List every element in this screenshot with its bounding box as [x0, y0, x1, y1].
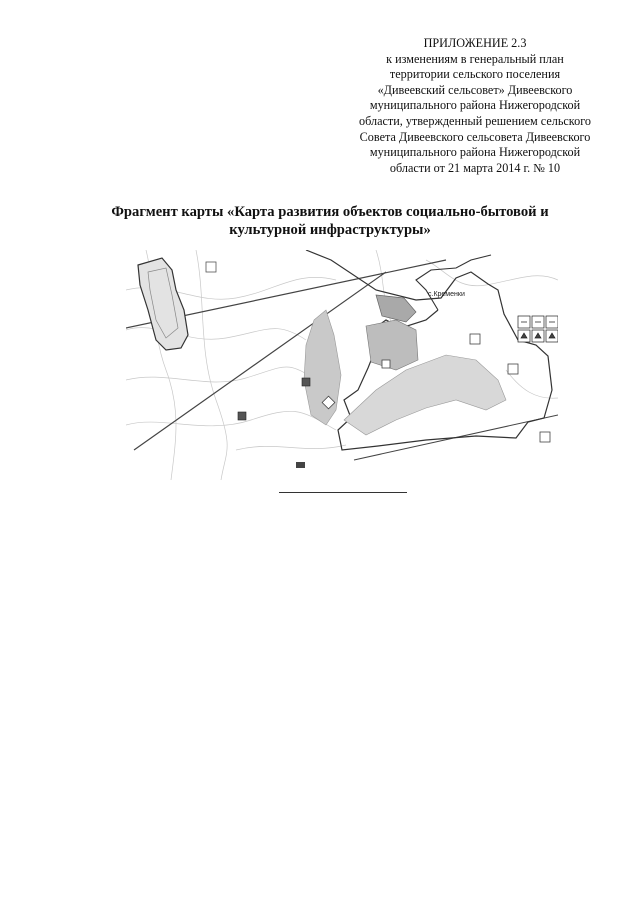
- object-marker: [508, 364, 518, 374]
- object-marker: [470, 334, 480, 344]
- map-image: [126, 250, 558, 480]
- object-marker: [206, 262, 216, 272]
- appendix-line: к изменениям в генеральный план: [386, 51, 564, 66]
- appendix-title: ПРИЛОЖЕНИЕ 2.3: [423, 36, 527, 50]
- appendix-line: области от 21 марта 2014 г. № 10: [389, 160, 561, 175]
- map-heading-line-1: Фрагмент карты «Карта развития объектов социально-бытовой и: [111, 204, 549, 220]
- planned-zone: [304, 310, 341, 425]
- map-heading: [60, 203, 600, 239]
- object-marker: [238, 412, 246, 420]
- appendix-line: муниципального района Нижегородской: [369, 145, 581, 160]
- separator-line: [279, 492, 407, 493]
- object-marker: [296, 462, 305, 468]
- settlement-boundary-left: [138, 258, 188, 350]
- map-fragment: [126, 250, 558, 480]
- appendix-note: [340, 36, 610, 176]
- object-marker: [382, 360, 390, 368]
- appendix-line: муниципального района Нижегородской: [369, 98, 581, 113]
- appendix-line: Совета Дивеевского сельсовета Дивеевского: [359, 129, 591, 144]
- appendix-line: территории сельского поселения: [389, 67, 561, 82]
- terrain-lines: [126, 250, 558, 480]
- appendix-line: области, утвержденный решением сельского: [359, 113, 591, 128]
- appendix-line: «Дивеевский сельсовет» Дивеевского: [377, 82, 573, 97]
- territory-boundary: [306, 250, 552, 450]
- place-label: с.Кременки: [428, 291, 465, 298]
- legend-icons: [518, 316, 558, 342]
- object-marker: [302, 378, 310, 386]
- object-marker: [540, 432, 550, 442]
- planned-zone: [366, 320, 418, 370]
- map-heading-line-2: культурной инфраструктуры»: [229, 222, 431, 238]
